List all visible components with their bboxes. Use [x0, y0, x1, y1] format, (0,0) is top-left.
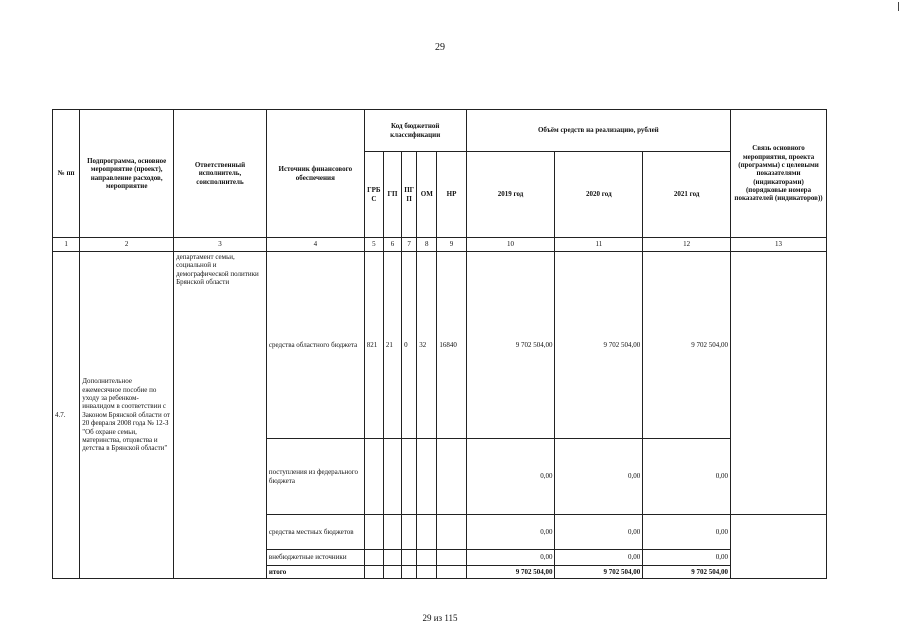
om-cell: 32 [417, 252, 437, 439]
amount-2019: 0,00 [466, 550, 555, 566]
amount-2021: 9 702 504,00 [643, 566, 731, 579]
header-nr: НР [437, 152, 466, 238]
source-cell: средства областного бюджета [266, 252, 364, 439]
page-number-top: 29 [435, 42, 445, 53]
amount-2021: 9 702 504,00 [643, 252, 731, 439]
om-cell [417, 566, 437, 579]
om-cell [417, 550, 437, 566]
column-number: 11 [555, 238, 643, 252]
column-number: 12 [643, 238, 731, 252]
table-row [53, 252, 827, 439]
gp-cell [383, 550, 401, 566]
header-gp: ГП [383, 152, 401, 238]
amount-2020: 0,00 [555, 515, 643, 550]
source-cell: средства местных бюджетов [266, 515, 364, 550]
gp-cell: 21 [383, 252, 401, 439]
source-cell: итого [266, 566, 364, 579]
grbs-cell: 821 [364, 252, 383, 439]
amount-2020: 9 702 504,00 [555, 566, 643, 579]
header-om: ОМ [417, 152, 437, 238]
link-cell [731, 252, 827, 515]
grbs-cell [364, 566, 383, 579]
nr-cell [437, 515, 466, 550]
source-cell: внебюджетные источники [266, 550, 364, 566]
pgp-cell [402, 439, 417, 515]
amount-2020: 9 702 504,00 [555, 252, 643, 439]
column-number: 7 [402, 238, 417, 252]
column-number: 3 [174, 238, 267, 252]
budget-table [52, 109, 827, 579]
om-cell [417, 439, 437, 515]
pgp-cell [402, 515, 417, 550]
header-num: № пп [53, 110, 80, 238]
header-2019: 2019 год [466, 152, 555, 238]
page-edge-mark [898, 2, 899, 11]
header-2020: 2020 год [555, 152, 643, 238]
nr-cell [437, 566, 466, 579]
column-number: 13 [731, 238, 827, 252]
grbs-cell [364, 515, 383, 550]
header-responsible: Ответственный исполнитель, соисполнитель [174, 110, 267, 238]
gp-cell [383, 515, 401, 550]
amount-2019: 0,00 [466, 439, 555, 515]
nr-cell: 16840 [437, 252, 466, 439]
header-2021: 2021 год [643, 152, 731, 238]
grbs-cell [364, 550, 383, 566]
amount-2019: 9 702 504,00 [466, 252, 555, 439]
amount-2021: 0,00 [643, 439, 731, 515]
amount-2020: 0,00 [555, 439, 643, 515]
om-cell [417, 515, 437, 550]
column-number: 10 [466, 238, 555, 252]
column-number-row [53, 238, 827, 252]
column-number: 2 [80, 238, 174, 252]
link-cell [731, 515, 827, 579]
header-budget-code: Код бюджетной классификации [364, 110, 466, 152]
page-number-bottom: 29 из 115 [422, 613, 458, 623]
nr-cell [437, 439, 466, 515]
amount-2020: 0,00 [555, 550, 643, 566]
source-cell: поступления из федерального бюджета [266, 439, 364, 515]
column-number: 1 [53, 238, 80, 252]
column-number: 5 [364, 238, 383, 252]
gp-cell [383, 439, 401, 515]
item-number: 4.7. [53, 252, 80, 579]
pgp-cell [402, 566, 417, 579]
pgp-cell [402, 550, 417, 566]
amount-2021: 0,00 [643, 515, 731, 550]
header-pgp: ПГ П [402, 152, 417, 238]
header-volume: Объём средств на реализацию, рублей [466, 110, 730, 152]
amount-2019: 9 702 504,00 [466, 566, 555, 579]
column-number: 8 [417, 238, 437, 252]
header-grbs: ГРБ С [364, 152, 383, 238]
pgp-cell: 0 [402, 252, 417, 439]
column-number: 6 [383, 238, 401, 252]
header-source: Источник финансового обеспечения [266, 110, 364, 238]
column-number: 4 [266, 238, 364, 252]
item-name: Дополнительное ежемесячное пособие по уходу за ребенком-инвалидом в соответствии с Законом Брянской области от 20 февраля 2008 года № 12-З "Об охране семьи, материнства, отцовства и детства в Брянской области" [80, 252, 174, 579]
item-responsible: департамент семьи, социальной и демографической политики Брянской области [174, 252, 267, 579]
nr-cell [437, 550, 466, 566]
grbs-cell [364, 439, 383, 515]
amount-2019: 0,00 [466, 515, 555, 550]
header-subprogram: Подпрограмма, основное мероприятие (проект), направление расходов, мероприятие [80, 110, 174, 238]
amount-2021: 0,00 [643, 550, 731, 566]
header-link: Связь основного мероприятия, проекта (программы) с целевыми показателями (индикаторами) (порядковые номера показателей (индикаторов)) [731, 110, 827, 238]
gp-cell [383, 566, 401, 579]
column-number: 9 [437, 238, 466, 252]
